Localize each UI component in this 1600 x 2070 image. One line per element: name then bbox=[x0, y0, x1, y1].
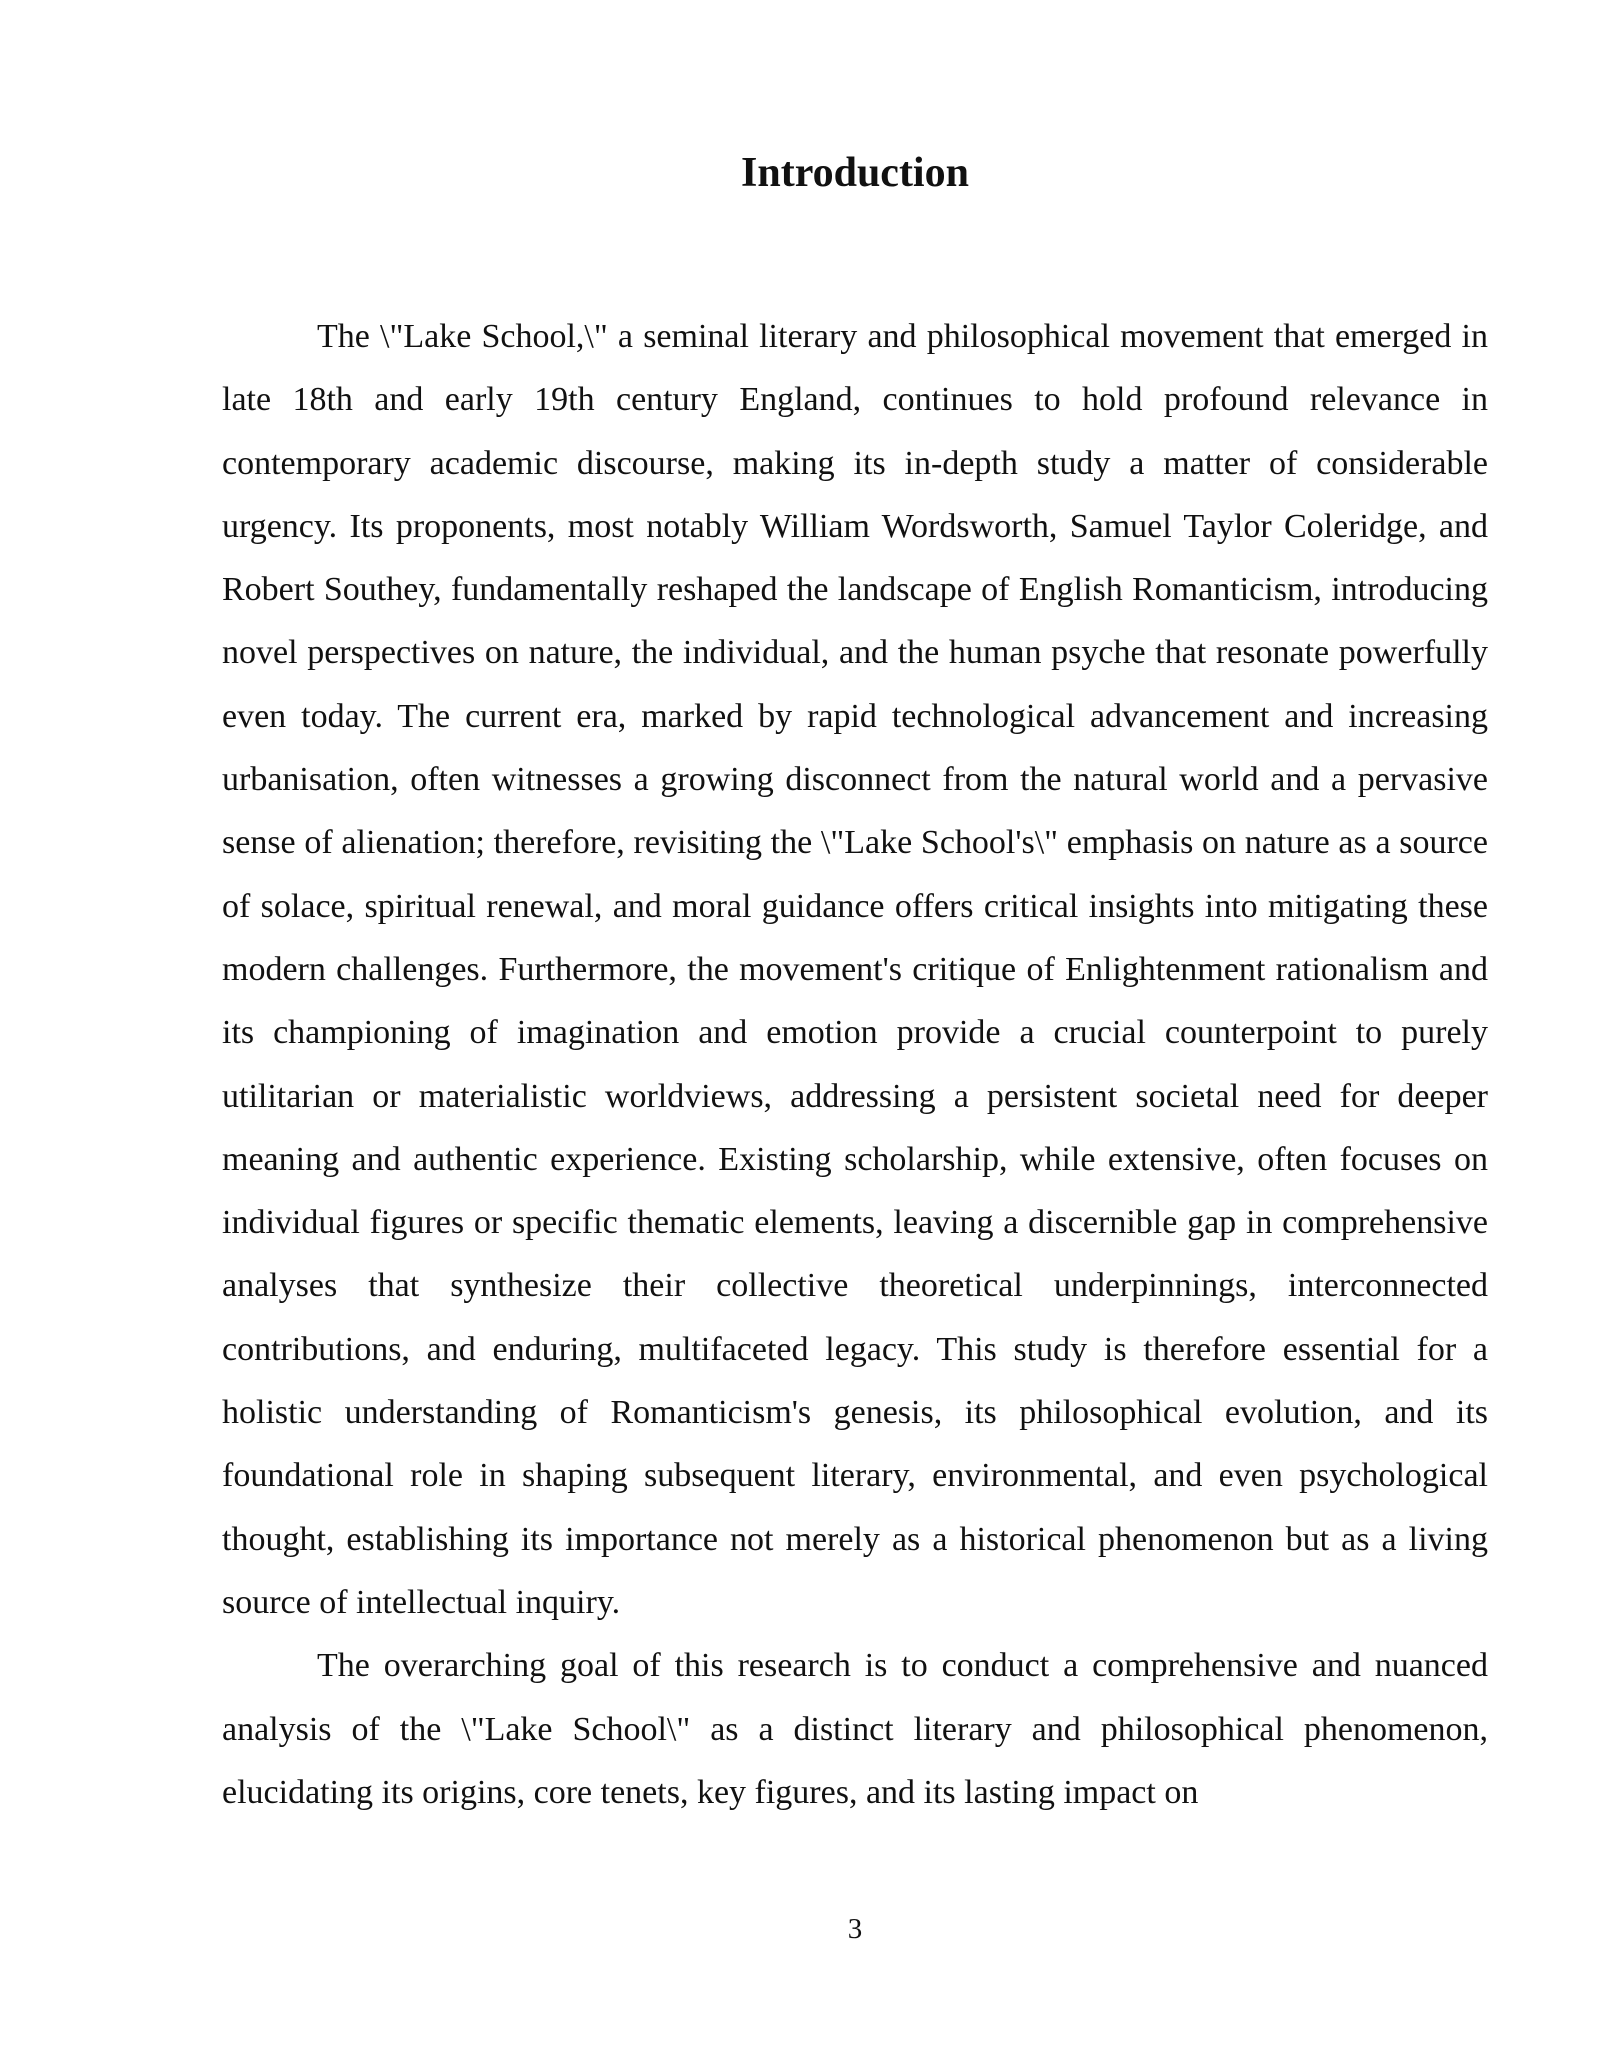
paragraph-1: The \"Lake School,\" a seminal literary and philosophical movement that emerged in late 18th and early 19th century England, continues to hold profound relevance in contemporary academic discourse, making its in-depth study a matter of considerable urgency. Its proponents, most notably William Wordsworth, Samuel Taylor Coleridge, and Robert Southey, fundamentally reshaped the landscape of English Romanticism, introducing novel perspectives on nature, the individual, and the human psyche that resonate powerfully even today. The current era, marked by rapid technological advancement and increasing urbanisation, often witnesses a growing disconnect from the natural world and a pervasive sense of alienation; therefore, revisiting the \"Lake School's\" emphasis on nature as a source of solace, spiritual renewal, and moral guidance offers critical insights into mitigating these modern challenges. Furthermore, the movement's critique of Enlightenment rationalism and its championing of imagination and emotion provide a crucial counterpoint to purely utilitarian or materialistic worldviews, addressing a persistent societal need for deeper meaning and authentic experience. Existing scholarship, while extensive, often focuses on individual figures or specific thematic elements, leaving a discernible gap in comprehensive analyses that synthesize their collective theoretical underpinnings, interconnected contributions, and enduring, multifaceted legacy. This study is therefore essential for a holistic understanding of Romanticism's genesis, its philosophical evolution, and its foundational role in shaping subsequent literary, environmental, and even psychological thought, establishing its importance not merely as a historical phenomenon but as a living source of intellectual inquiry. bbox=[222, 318, 1488, 1621]
page-number: 3 bbox=[847, 1913, 863, 1945]
body-text bbox=[222, 305, 1488, 1824]
paragraph-2: The overarching goal of this research is to conduct a comprehensive and nuanced analysis of the \"Lake School\" as a distinct literary and philosophical phenomenon, elucidating its origins, core tenets, key figures, and its lasting impact on bbox=[222, 1647, 1488, 1811]
section-heading: Introduction bbox=[741, 150, 969, 196]
